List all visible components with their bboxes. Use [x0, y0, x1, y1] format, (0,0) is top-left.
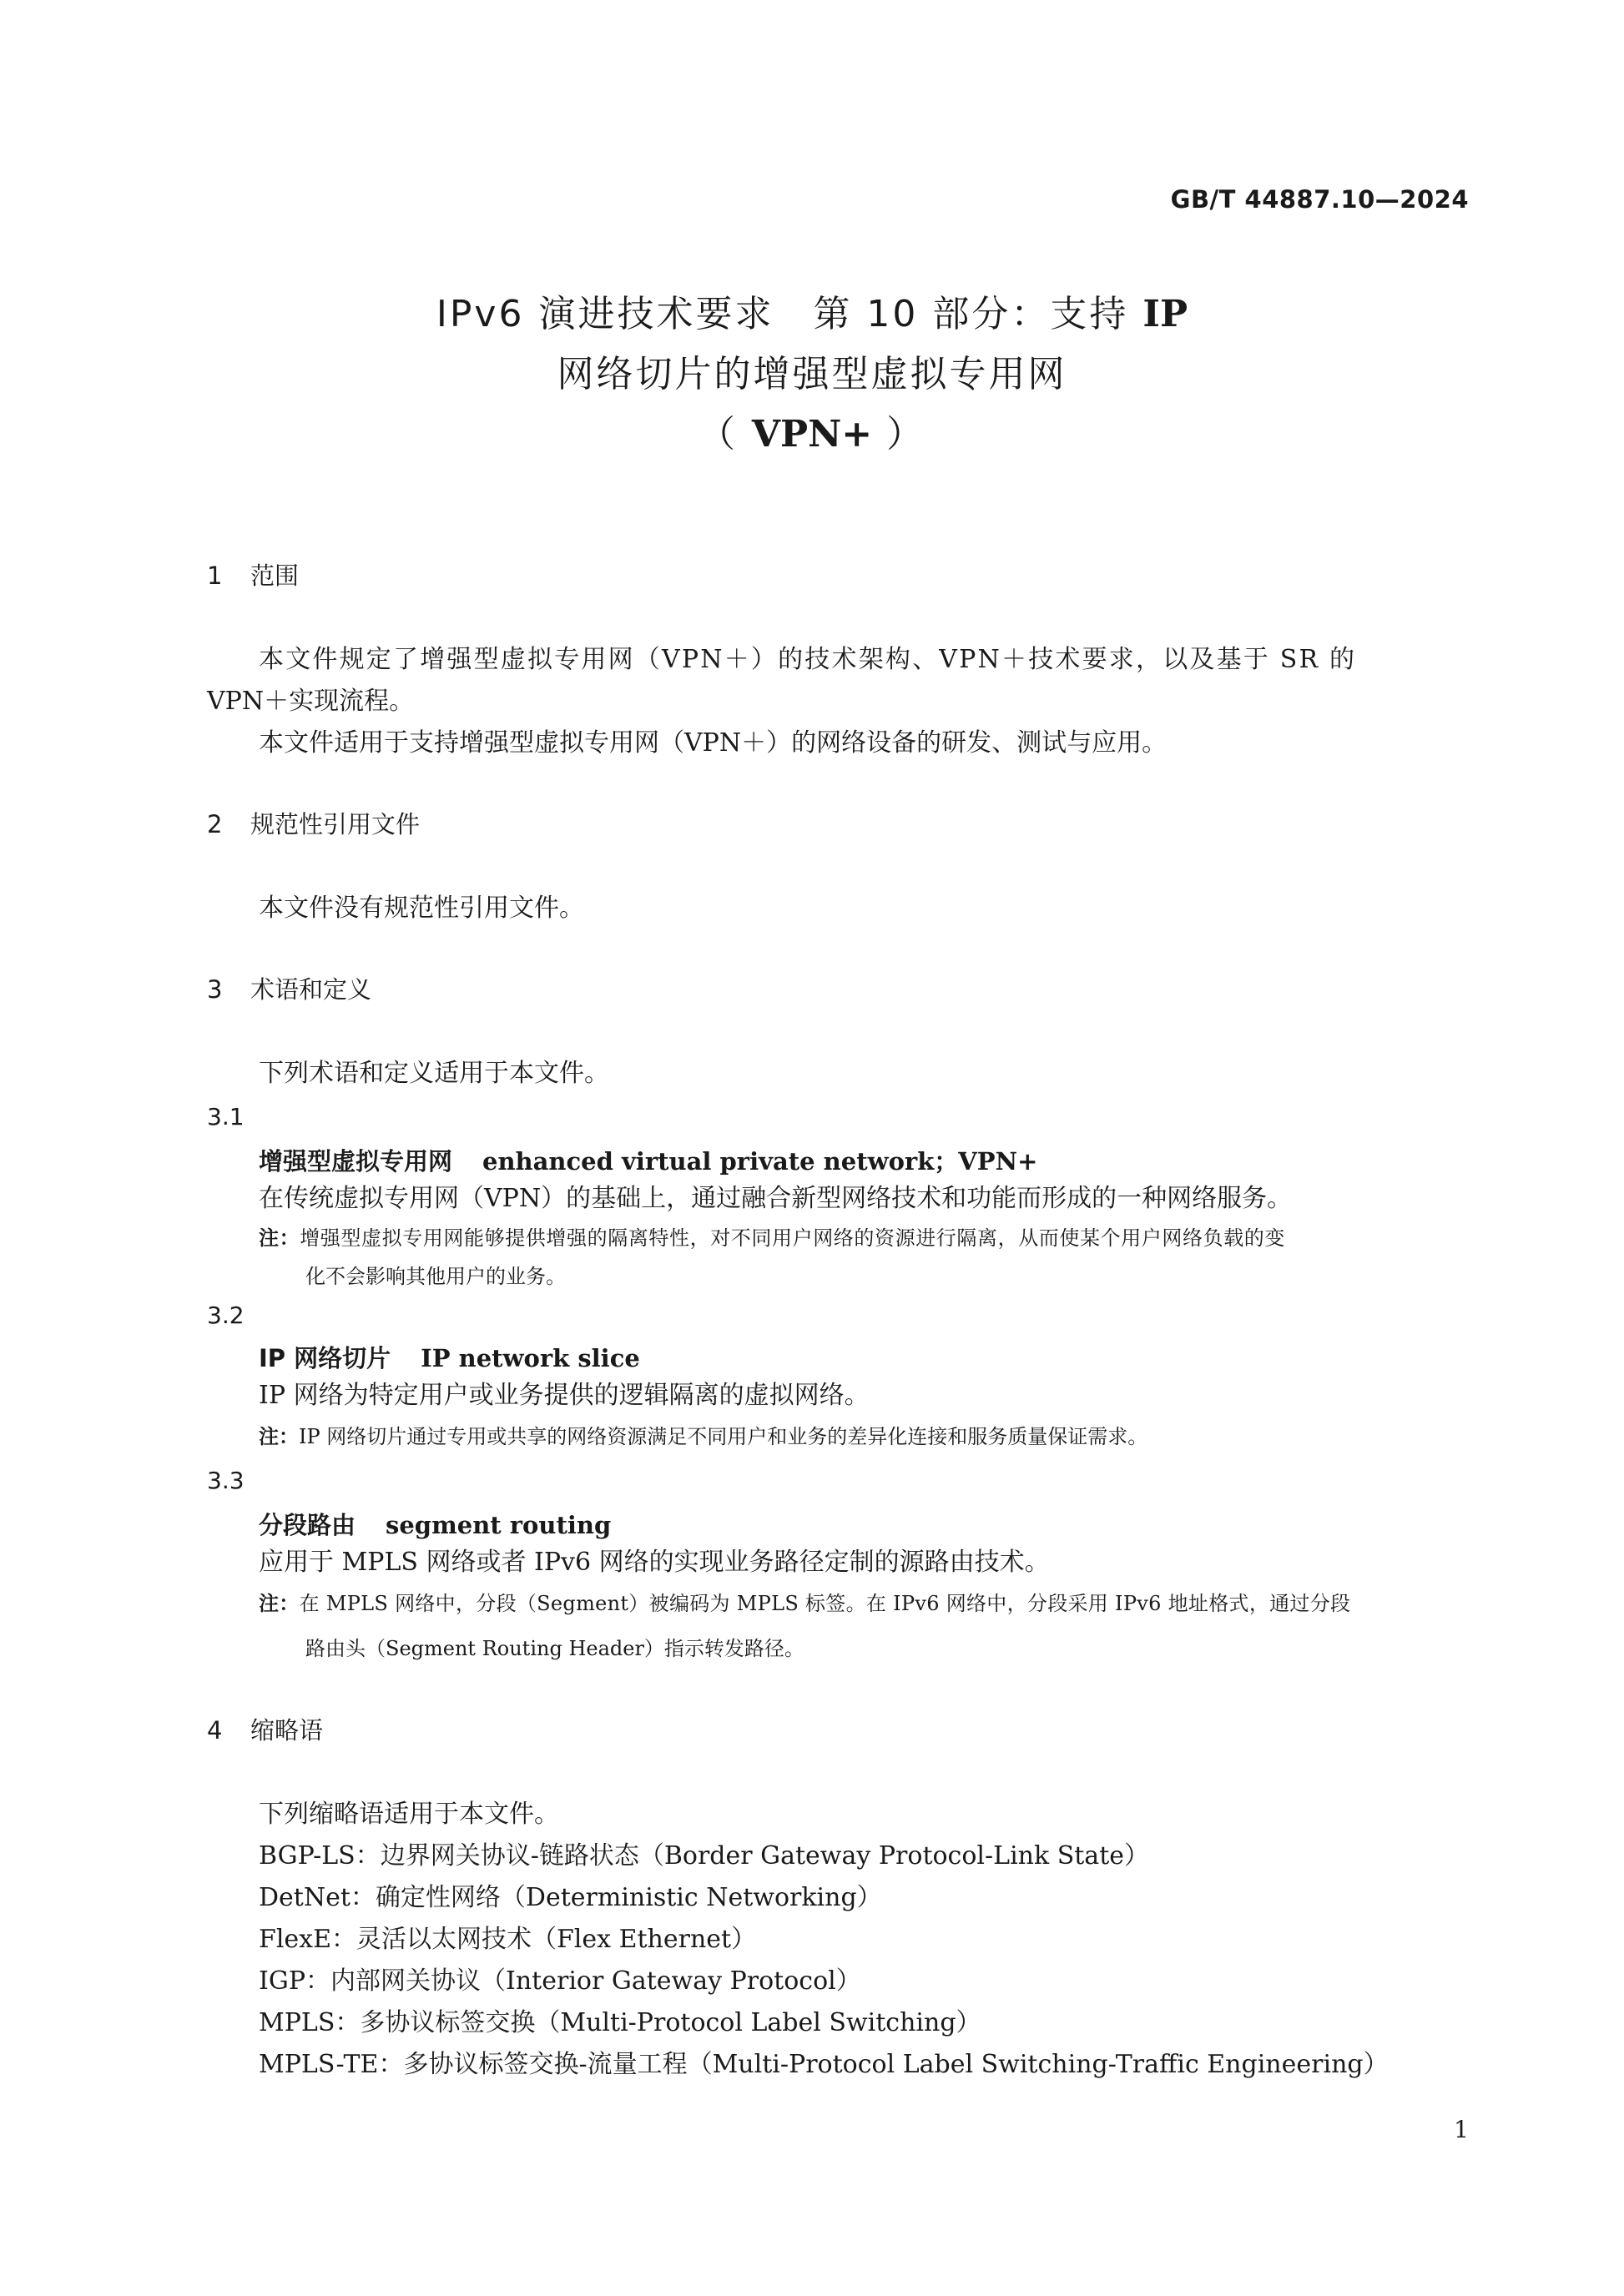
title-line-1-text: IPv6 演进技术要求 第 10 部分：支持 — [436, 293, 1143, 335]
page-number: 1 — [1454, 2116, 1469, 2143]
term-3-3-heading — [259, 1507, 611, 1541]
term-3-2-note — [259, 1418, 1147, 1455]
section-1-heading — [207, 557, 299, 592]
note-text: 在 MPLS 网络中，分段（Segment）被编码为 MPLS 标签。在 IPv6 网络中，分段采用 IPv6 地址格式，通过分段 — [299, 1592, 1351, 1615]
note-label: 注： — [259, 1592, 300, 1615]
term-3-2-heading — [259, 1340, 640, 1374]
term-3-1-note — [259, 1220, 1285, 1256]
note-label: 注： — [259, 1425, 299, 1448]
note-label: 注： — [259, 1226, 300, 1250]
abbreviation-item: FlexE：灵活以太网技术（Flex Ethernet） — [259, 1925, 757, 1954]
term-english: IP network slice — [421, 1344, 640, 1372]
term-3-2-definition: IP 网络为特定用户或业务提供的逻辑隔离的虚拟网络。 — [259, 1381, 870, 1410]
section-title: 缩略语 — [250, 1716, 324, 1745]
note-text: IP 网络切片通过专用或共享的网络资源满足不同用户和业务的差异化连接和服务质量保证需求。 — [299, 1425, 1148, 1448]
section-number: 4 — [207, 1716, 223, 1745]
abbreviation-item: MPLS：多协议标签交换（Multi-Protocol Label Switching） — [259, 2008, 981, 2037]
document-title-line-1 — [0, 284, 1624, 337]
title-paren-close: ） — [872, 413, 926, 456]
section-title: 规范性引用文件 — [250, 810, 421, 838]
term-3-3-note-continued: 路由头（Segment Routing Header）指示转发路径。 — [305, 1637, 804, 1660]
standard-number: GB/T 44887.10—2024 — [1170, 185, 1469, 214]
term-english: segment routing — [386, 1511, 612, 1539]
title-line-1-ip: IP — [1142, 293, 1188, 335]
section-title: 范围 — [250, 561, 300, 590]
section-3-intro: 下列术语和定义适用于本文件。 — [259, 1059, 609, 1088]
term-3-1-definition: 在传统虚拟专用网（VPN）的基础上，通过融合新型网络技术和功能而形成的一种网络服务。 — [259, 1184, 1293, 1213]
section-1-para-2: 本文件适用于支持增强型虚拟专用网（VPN＋）的网络设备的研发、测试与应用。 — [259, 728, 1168, 758]
term-chinese: IP 网络切片 — [259, 1344, 391, 1372]
term-3-3-note — [259, 1585, 1350, 1622]
section-4-intro: 下列缩略语适用于本文件。 — [259, 1800, 559, 1829]
abbreviation-item: BGP-LS：边界网关协议-链路状态（Border Gateway Protocol-Link State） — [259, 1841, 1150, 1871]
section-number: 2 — [207, 810, 223, 838]
title-paren-open: （ — [698, 413, 752, 456]
section-number: 1 — [207, 561, 223, 590]
abbreviation-item: IGP：内部网关协议（Interior Gateway Protocol） — [259, 1966, 861, 1996]
section-number: 3 — [207, 975, 223, 1004]
term-chinese: 增强型虚拟专用网 — [259, 1147, 453, 1176]
abbreviation-item: DetNet：确定性网络（Deterministic Networking） — [259, 1883, 882, 1912]
term-3-3-number: 3.3 — [207, 1467, 245, 1494]
term-3-1-heading — [259, 1143, 1037, 1177]
term-3-1-number: 3.1 — [207, 1103, 245, 1130]
title-vpn-plus: VPN+ — [751, 413, 873, 456]
section-3-heading — [207, 971, 371, 1005]
term-chinese: 分段路由 — [259, 1511, 356, 1539]
term-3-2-number: 3.2 — [207, 1302, 245, 1329]
section-2-para-1: 本文件没有规范性引用文件。 — [259, 894, 584, 923]
section-1-para-1-line-2: VPN＋实现流程。 — [207, 687, 415, 716]
document-title-line-2: 网络切片的增强型虚拟专用网 — [557, 353, 1067, 395]
section-2-heading — [207, 806, 420, 840]
section-title: 术语和定义 — [250, 975, 372, 1004]
abbreviation-item: MPLS-TE：多协议标签交换-流量工程（Multi-Protocol Label Switching-Traffic Engineering） — [259, 2050, 1389, 2079]
note-text: 增强型虚拟专用网能够提供增强的隔离特性，对不同用户网络的资源进行隔离，从而使某个用户网络负载的变 — [300, 1226, 1285, 1250]
section-4-heading — [207, 1712, 323, 1746]
document-title-line-3 — [0, 404, 1624, 457]
term-3-1-note-continued: 化不会影响其他用户的业务。 — [305, 1265, 566, 1288]
section-1-para-1-line-1: 本文件规定了增强型虚拟专用网（VPN＋）的技术架构、VPN＋技术要求，以及基于 SR 的 — [259, 645, 1357, 674]
term-english: enhanced virtual private network；VPN+ — [482, 1147, 1038, 1176]
term-3-3-definition: 应用于 MPLS 网络或者 IPv6 网络的实现业务路径定制的源路由技术。 — [259, 1548, 1050, 1577]
